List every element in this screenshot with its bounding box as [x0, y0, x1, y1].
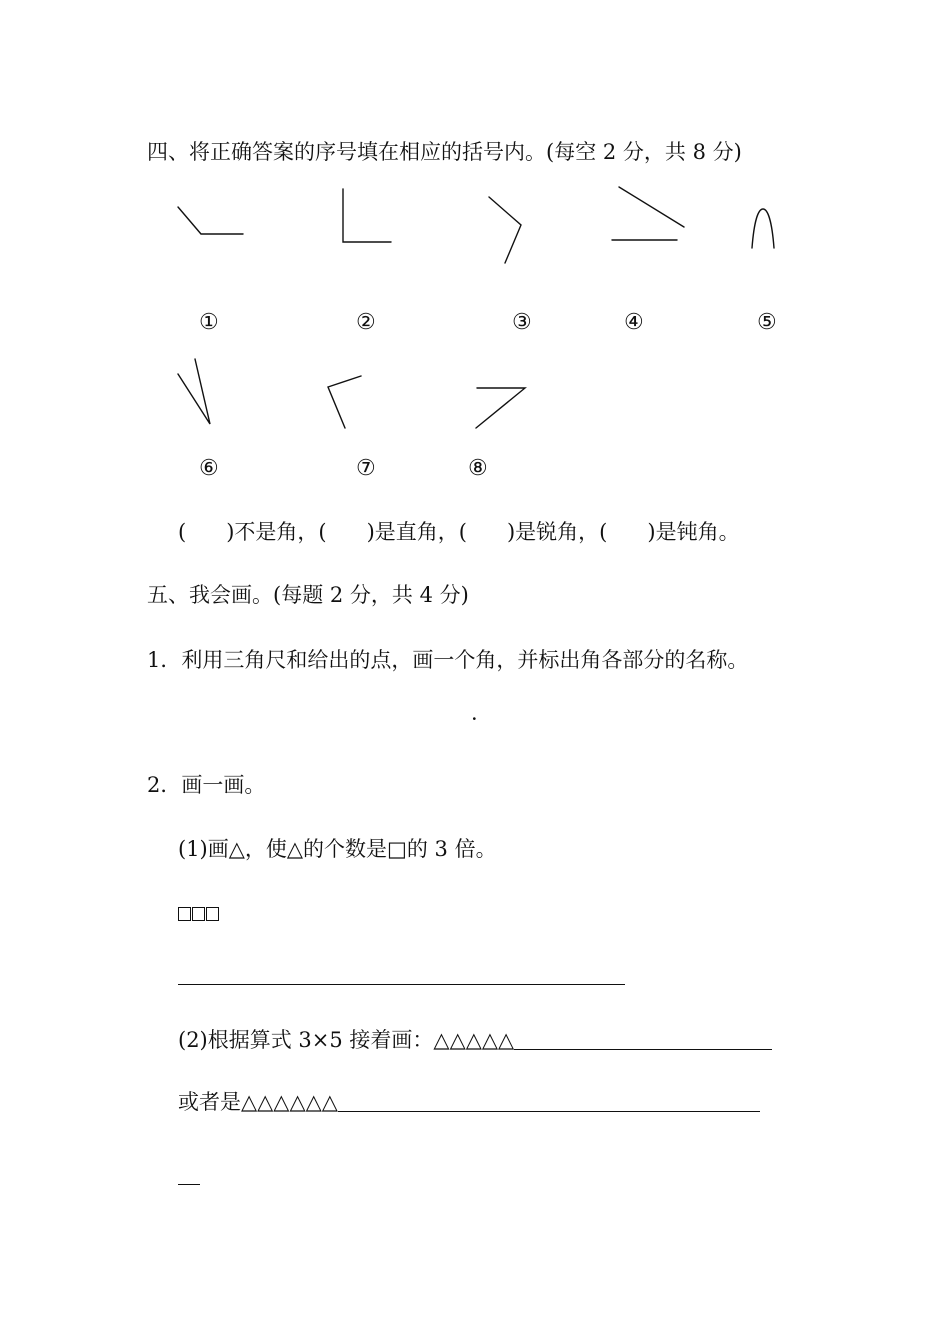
label-2: ②	[356, 310, 376, 335]
label-6: ⑥	[199, 456, 219, 481]
angle-figures	[0, 0, 950, 480]
label-4: ④	[624, 310, 644, 335]
figure-1-obtuse-angle	[178, 207, 243, 234]
answer-part-2: )不是角，(	[226, 520, 327, 544]
section5-title: 五、我会画。(每题 2 分，共 4 分)	[147, 583, 469, 607]
section4-title: 四、将正确答案的序号填在相应的括号内。(每空 2 分，共 8 分)	[147, 140, 742, 164]
given-point: ·	[471, 707, 478, 731]
question-2-2-or: 或者是△△△△△△	[178, 1090, 338, 1114]
label-7: ⑦	[356, 456, 376, 481]
answer-line	[178, 519, 740, 545]
figure-6-acute-angle	[178, 359, 210, 424]
label-8: ⑧	[468, 456, 488, 481]
question-2-1: (1)画△，使△的个数是□的 3 倍。	[178, 837, 497, 861]
square-boxes	[178, 905, 220, 924]
answer-part-3: )是直角，(	[366, 520, 467, 544]
question-2-2-alternative	[178, 1089, 760, 1115]
label-5: ⑤	[757, 310, 777, 335]
answer-part-4: )是锐角，(	[506, 520, 608, 544]
question-2-2	[178, 1027, 772, 1053]
answer-part-5: )是钝角。	[647, 520, 740, 544]
figure-3-acute-angle	[489, 197, 521, 263]
square-box-2	[192, 907, 205, 921]
square-box-3	[206, 907, 219, 921]
answer-part-1: (	[178, 520, 187, 544]
figure-5-curve	[752, 209, 774, 248]
label-1: ①	[199, 310, 219, 335]
answer-blank-q2-2[interactable]	[514, 1029, 772, 1050]
question-2-2-prefix: (2)根据算式 3×5 接着画：△△△△△	[178, 1028, 515, 1052]
label-3: ③	[512, 310, 532, 335]
answer-blank-q2-2-alt[interactable]	[338, 1091, 760, 1112]
answer-line-q2-1[interactable]	[178, 984, 625, 985]
figure-8-acute-angle	[476, 388, 525, 428]
figure-4-line-upper	[619, 187, 684, 227]
answer-line-continued[interactable]	[178, 1184, 200, 1185]
square-box-1	[178, 907, 191, 921]
question-2: 2．画一画。	[147, 773, 266, 797]
figure-2-right-angle	[343, 189, 391, 242]
figure-7-acute-angle	[328, 376, 361, 428]
question-1: 1．利用三角尺和给出的点，画一个角，并标出角各部分的名称。	[147, 648, 749, 672]
